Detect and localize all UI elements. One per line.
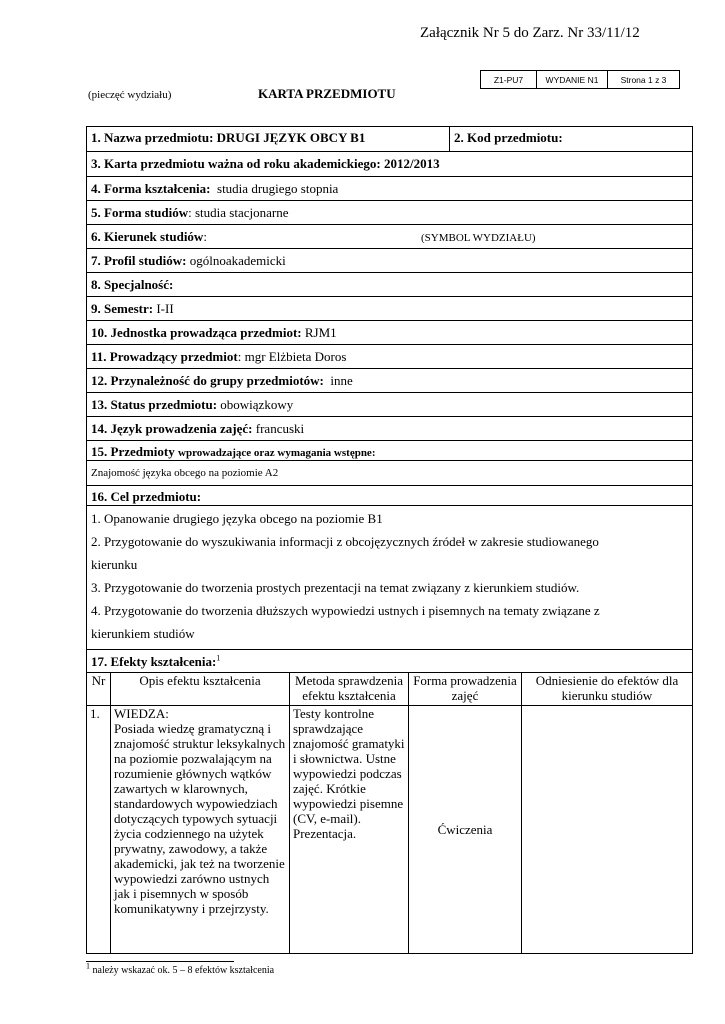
field-of-study-value: : [203, 229, 207, 244]
doc-edition-cell: WYDANIE N1 [537, 71, 608, 89]
header-reference: Odniesienie do efektów dla kierunku studiów [522, 673, 693, 705]
study-profile-label: 7. Profil studiów: [91, 253, 187, 268]
course-goals-section [86, 486, 693, 650]
semester-label: 9. Semestr: [91, 301, 154, 316]
goal-item: kierunku [91, 557, 138, 572]
header-form: Forma prowadzenia zajęć [409, 673, 522, 705]
doc-page-cell: Strona 1 z 3 [608, 71, 680, 89]
header-method: Metoda sprawdzenia efektu kształcenia [290, 673, 409, 705]
course-group-value: inne [330, 373, 353, 388]
footnote-mark: 1 [86, 961, 90, 971]
header-nr: Nr [87, 673, 111, 705]
goal-item: kierunkiem studiów [91, 626, 195, 641]
course-name-label: 1. Nazwa przedmiotu: [91, 130, 214, 145]
course-card-table [86, 126, 693, 954]
prerequisites-label-small: wprowadzające oraz wymagania wstępne: [178, 447, 376, 459]
course-code-label: 2. Kod przedmiotu: [454, 130, 563, 145]
specialization-label: 8. Specjalność: [91, 277, 174, 292]
teaching-unit-label: 10. Jednostka prowadząca przedmiot: [91, 325, 302, 340]
field-row-8 [86, 273, 693, 297]
field-row-11 [86, 345, 693, 369]
field-row-6 [86, 225, 693, 249]
course-status-value: obowiązkowy [220, 397, 294, 412]
footnote [86, 961, 275, 976]
goal-item: 4. Przygotowanie do tworzenia dłuższych wypowiedzi ustnych i pisemnych na tematy związane z [91, 603, 600, 618]
field-row-7 [86, 249, 693, 273]
outcome-reference [522, 705, 693, 953]
field-row-10 [86, 321, 693, 345]
study-form-value: : studia stacjonarne [188, 205, 289, 220]
study-form-label: 5. Forma studiów [91, 205, 189, 220]
teaching-unit-value: RJM1 [304, 325, 337, 340]
outcome-description [111, 705, 290, 953]
attachment-note: Załącznik Nr 5 do Zarz. Nr 33/11/12 [420, 25, 640, 41]
education-form-value: studia drugiego stopnia [217, 181, 339, 196]
education-form-label: 4. Forma kształcenia: [91, 181, 211, 196]
study-profile-value: ogólnoakademicki [189, 253, 286, 268]
footnote-reference: 1 [216, 653, 221, 663]
goal-item: 1. Opanowanie drugiego języka obcego na poziomie B1 [91, 511, 383, 526]
page-title: KARTA PRZEDMIOTU [258, 86, 396, 101]
footnote-divider [86, 961, 234, 962]
teaching-language-label: 14. Język prowadzenia zajęć: [91, 421, 253, 436]
field-row-15 [86, 441, 693, 486]
goal-item: 2. Przygotowanie do wyszukiwania informacji z obcojęzycznych źródeł w zakresie studiowanego [91, 534, 599, 549]
prerequisites-label: 15. Przedmioty [91, 444, 175, 459]
course-status-label: 13. Status przedmiotu: [91, 397, 218, 412]
doc-code-cell: Z1-PU7 [481, 71, 537, 89]
field-row-9 [86, 297, 693, 321]
header-description: Opis efektu kształcenia [111, 673, 290, 705]
prerequisites-value: Znajomość języka obcego na poziomie A2 [91, 467, 279, 479]
outcome-text: Posiada wiedzę gramatyczną i znajomość struktur leksykalnych na poziomie pozwalającym na rozumienie głównych wątków zawartych w klarownych, standardowych wypowiedziach dotyczących typowych sytuacji życia codziennego na użytek prywatny, zawodowy, a także akademicki, jak też na tworzenie wypowiedzi zarówno ustnych jak i pisemnych w sposób komunikatywny i przejrzysty. [114, 720, 286, 916]
field-row-4 [86, 177, 693, 201]
table-row [87, 705, 693, 953]
course-goals-label: 16. Cel przedmiotu: [91, 489, 202, 504]
field-row-14 [86, 417, 693, 441]
faculty-symbol-placeholder: (SYMBOL WYDZIAŁU) [421, 232, 536, 244]
faculty-seal-label: (pieczęć wydziału) [88, 89, 172, 101]
field-row-5 [86, 201, 693, 225]
valid-from-value: 2012/2013 [383, 156, 440, 171]
outcome-nr: 1. [87, 705, 111, 953]
field-row-3 [86, 152, 693, 177]
outcomes-header-row [87, 673, 693, 705]
valid-from-label: 3. Karta przedmiotu ważna od roku akademickiego: [91, 156, 381, 171]
document-code-table [480, 70, 680, 89]
course-name-value: DRUGI JĘZYK OBCY B1 [216, 130, 366, 145]
learning-outcomes-label-row [86, 650, 693, 673]
field-of-study-label: 6. Kierunek studiów [91, 229, 204, 244]
field-row-13 [86, 393, 693, 417]
field-row-1 [86, 126, 693, 152]
outcome-method: Testy kontrolne sprawdzające znajomość gramatyki i słownictwa. Ustne wypowiedzi podczas zajęć. Krótkie wypowiedzi pisemne (CV, e-mail). Prezentacja. [290, 705, 409, 953]
lecturer-label: 11. Prowadzący przedmiot [91, 349, 238, 364]
outcome-category: WIEDZA: [114, 705, 169, 721]
outcome-form: Ćwiczenia [409, 705, 522, 953]
learning-outcomes-table [86, 673, 693, 954]
goal-item: 3. Przygotowanie do tworzenia prostych prezentacji na temat związany z kierunkiem studiów. [91, 580, 580, 595]
semester-value: I-II [156, 301, 174, 316]
teaching-language-value: francuski [255, 421, 305, 436]
footnote-text: należy wskazać ok. 5 – 8 efektów kształcenia [90, 965, 275, 976]
learning-outcomes-label: 17. Efekty kształcenia: [91, 654, 217, 669]
lecturer-value: : mgr Elżbieta Doros [237, 349, 347, 364]
course-group-label: 12. Przynależność do grupy przedmiotów: [91, 373, 324, 388]
field-row-12 [86, 369, 693, 393]
